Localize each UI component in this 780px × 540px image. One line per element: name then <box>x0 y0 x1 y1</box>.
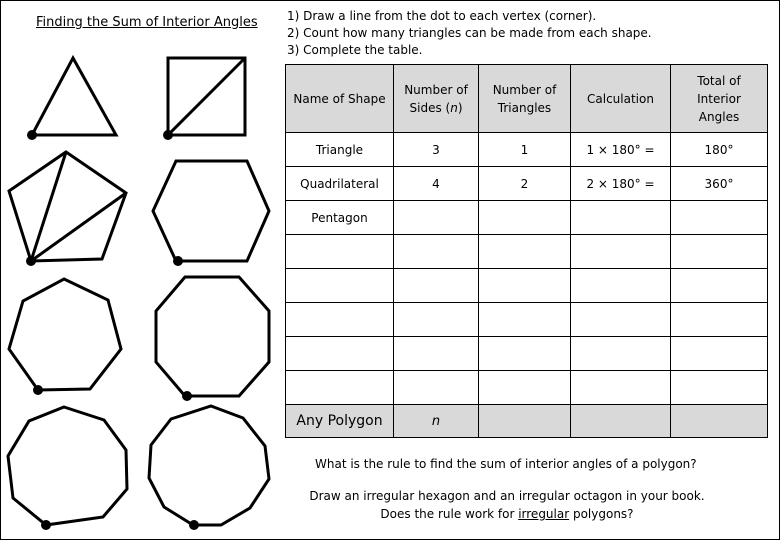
cell-sides[interactable] <box>394 371 479 405</box>
table-row-blank <box>286 371 768 405</box>
header-total-interior-angles: Total of Interior Angles <box>671 65 768 133</box>
instruction-2: 2) Count how many triangles can be made from each shape. <box>287 26 652 40</box>
decagon-shape <box>149 406 269 525</box>
octagon-shape <box>156 277 269 396</box>
cell-name[interactable] <box>286 235 394 269</box>
cell-sides[interactable] <box>394 201 479 235</box>
table-row <box>286 201 768 235</box>
table-row-blank <box>286 269 768 303</box>
cell-sides: 4 <box>394 167 479 201</box>
table-row-blank <box>286 235 768 269</box>
header-name-of-shape: Name of Shape <box>286 65 394 133</box>
cell-calculation[interactable] <box>571 303 671 337</box>
vertex-dot-heptagon <box>33 385 43 395</box>
vertex-dot-square <box>163 130 173 140</box>
instruction-3: 3) Complete the table. <box>287 43 423 57</box>
table-row-any-polygon <box>286 405 768 438</box>
cell-total: 180° <box>671 133 768 167</box>
cell-total[interactable] <box>671 201 768 235</box>
table-row <box>286 133 768 167</box>
cell-calculation[interactable] <box>571 235 671 269</box>
draw-instruction: Draw an irregular hexagon and an irregular octagon in your book. <box>309 489 705 503</box>
cell-name[interactable] <box>286 371 394 405</box>
cell-triangles[interactable] <box>479 235 571 269</box>
table-row-blank <box>286 303 768 337</box>
vertex-dot-pentagon <box>26 256 36 266</box>
cell-triangles[interactable] <box>479 269 571 303</box>
heptagon-shape <box>9 279 121 390</box>
cell-triangles: 2 <box>479 167 571 201</box>
irregular-question <box>285 487 729 523</box>
cell-total[interactable] <box>671 235 768 269</box>
square-diagonal <box>168 58 245 135</box>
cell-triangles[interactable] <box>479 201 571 235</box>
cell-name[interactable] <box>286 269 394 303</box>
cell-calculation[interactable] <box>571 201 671 235</box>
rule-question: What is the rule to find the sum of interior angles of a polygon? <box>315 457 697 471</box>
table-row-blank <box>286 337 768 371</box>
cell-triangles[interactable] <box>479 405 571 438</box>
irregular-rule-question: Does the rule work for irregular polygons? <box>380 507 634 521</box>
cell-total[interactable] <box>671 405 768 438</box>
hexagon-shape <box>153 161 269 261</box>
cell-name[interactable] <box>286 337 394 371</box>
cell-total[interactable] <box>671 303 768 337</box>
table-header-row <box>286 65 768 133</box>
cell-calculation[interactable] <box>571 371 671 405</box>
cell-n: n <box>394 405 479 438</box>
nonagon-shape <box>8 407 127 525</box>
cell-total[interactable] <box>671 337 768 371</box>
cell-calculation: 1 × 180° = <box>571 133 671 167</box>
vertex-dot-nonagon <box>41 520 51 530</box>
cell-total[interactable] <box>671 371 768 405</box>
cell-total: 360° <box>671 167 768 201</box>
vertex-dot-hexagon <box>173 256 183 266</box>
header-calculation: Calculation <box>571 65 671 133</box>
cell-sides: 3 <box>394 133 479 167</box>
cell-name: Triangle <box>286 133 394 167</box>
polygon-diagrams <box>1 1 283 539</box>
triangle-shape <box>32 58 116 135</box>
vertex-dot-decagon <box>189 520 199 530</box>
pentagon-line-1 <box>31 152 66 261</box>
vertex-dot-triangle <box>27 130 37 140</box>
vertex-dot-octagon <box>182 391 192 401</box>
cell-sides[interactable] <box>394 235 479 269</box>
cell-name[interactable] <box>286 303 394 337</box>
cell-name: Quadrilateral <box>286 167 394 201</box>
table-row <box>286 167 768 201</box>
cell-triangles: 1 <box>479 133 571 167</box>
cell-calculation: 2 × 180° = <box>571 167 671 201</box>
cell-sides[interactable] <box>394 303 479 337</box>
cell-any-polygon: Any Polygon <box>286 405 394 438</box>
pentagon-line-2 <box>31 193 126 261</box>
cell-calculation[interactable] <box>571 269 671 303</box>
instruction-1: 1) Draw a line from the dot to each vertex (corner). <box>287 9 597 23</box>
worksheet-title: Finding the Sum of Interior Angles <box>36 15 258 30</box>
interior-angles-table <box>285 64 768 438</box>
header-number-of-sides: Number of Sides (n) <box>394 65 479 133</box>
cell-calculation[interactable] <box>571 405 671 438</box>
cell-sides[interactable] <box>394 337 479 371</box>
cell-total[interactable] <box>671 269 768 303</box>
cell-name: Pentagon <box>286 201 394 235</box>
instructions <box>287 8 652 59</box>
cell-triangles[interactable] <box>479 303 571 337</box>
cell-triangles[interactable] <box>479 337 571 371</box>
cell-triangles[interactable] <box>479 371 571 405</box>
header-number-of-triangles: Number of Triangles <box>479 65 571 133</box>
cell-calculation[interactable] <box>571 337 671 371</box>
cell-sides[interactable] <box>394 269 479 303</box>
